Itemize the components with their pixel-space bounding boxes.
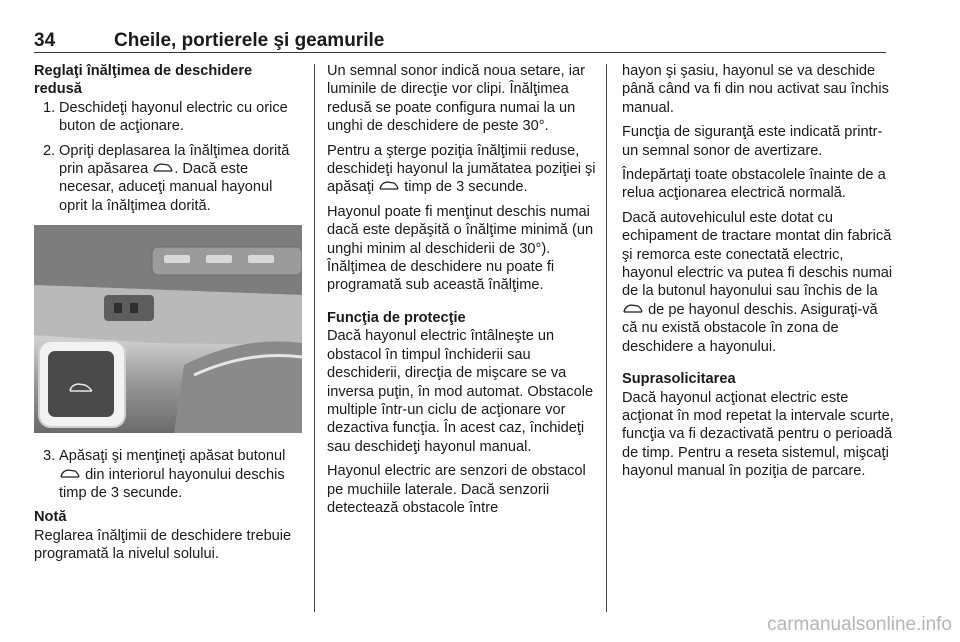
header-rule — [34, 52, 886, 53]
text-before: Pentru a şterge poziţia înălţimii reduse, deschideţi hayonul la jumătatea poziţiei şi apăsaţi — [327, 142, 596, 196]
tailgate-icon — [378, 180, 400, 192]
step-text-after: . Dacă este necesar, aduceţi manual hayonul oprit la înălţimea dorită. — [59, 161, 273, 214]
note-heading: Notă — [34, 509, 67, 526]
steps-list-b — [34, 447, 302, 502]
tailgate-illustration — [34, 225, 302, 433]
step-text-before: Apăsaţi şi menţineţi apăsat butonul — [59, 448, 286, 465]
column-3 — [622, 62, 894, 487]
paragraph-reset-height — [327, 142, 599, 197]
watermark: carmanualsonline.info — [767, 614, 952, 635]
column-divider — [314, 64, 315, 612]
text-after: timp de 3 secunde. — [404, 179, 528, 196]
column-1 — [34, 62, 302, 570]
paragraph-towing — [622, 209, 894, 356]
step-text-before: Opriţi deplasarea la înălţimea dorită prin apăsarea — [59, 142, 290, 178]
page-header — [34, 30, 886, 52]
paragraph: Dacă hayonul electric întâlneşte un obstacol în timpul închiderii sau deschiderii, direcţia de mişcare se va inversa puţin, în mod automat. Obstacole multiple într-un ciclu de acţionare vor dezactiva funcţia. În acest caz, închideţi sau deschideţi hayonul manual. — [327, 328, 594, 455]
step-1 — [34, 99, 302, 136]
tailgate-icon — [59, 468, 81, 480]
paragraph: Dacă hayonul acţionat electric este acţionat în mod repetat la intervale scurte, funcţia va fi dezactivată pentru o perioadă de timp. Pentru a reseta sistemul, mişcaţi hayonul manual în poziţia de parcare. — [622, 389, 894, 480]
chapter-title: Cheile, portierele şi geamurile — [114, 30, 385, 51]
column-divider — [606, 64, 607, 612]
tailgate-icon — [622, 303, 644, 315]
note-text: Reglarea înălţimii de deschidere trebuie programată la nivelul solului. — [34, 527, 292, 563]
paragraph: Hayonul electric are senzori de obstacol pe muchiile laterale. Dacă senzorii detectează obstacole între — [327, 463, 586, 516]
page-number: 34 — [34, 30, 56, 51]
column-2 — [327, 62, 599, 523]
tailgate-photo-svg — [34, 225, 302, 433]
overload-heading: Suprasolicitarea — [622, 371, 736, 388]
step-number: 1. — [43, 99, 56, 116]
text-after: de pe hayonul deschis. Asiguraţi-vă că nu există obstacole în zona de deschidere a hayonului. — [622, 301, 878, 355]
step-2 — [34, 142, 302, 216]
section-heading-reduced-height: Reglaţi înălţimea de deschidere redusă — [34, 63, 253, 98]
paragraph: Funcţia de siguranţă este indicată printr-un semnal sonor de avertizare. — [622, 124, 883, 159]
paragraph: Hayonul poate fi menţinut deschis numai dacă este depăşită o înălţime minimă (un unghi minim al deschiderii de 30°). Înălţimea de deschidere nu poate fi programată sub această înălţime. — [327, 203, 594, 294]
step-3 — [34, 447, 302, 502]
paragraph: hayon şi şasiu, hayonul se va deschide până când va fi din nou activat sau închis manual. — [622, 63, 889, 116]
step-text: Deschideţi hayonul electric cu orice buton de acţionare. — [59, 99, 288, 135]
protection-heading: Funcţia de protecţie — [327, 309, 466, 326]
step-number: 3. — [43, 448, 56, 465]
tailgate-icon — [152, 162, 174, 174]
step-number: 2. — [43, 142, 56, 159]
text-before: Dacă autovehiculul este dotat cu echipament de tractare montat din fabrică şi remorca este conectată electric, hayonul electric va putea fi deschis numai de la butonul hayonului sau închis de la — [622, 209, 893, 300]
paragraph: Un semnal sonor indică noua setare, iar luminile de direcţie vor clipi. Înălţimea redusă se poate configura numai la un unghi de deschidere de peste 30°. — [327, 63, 585, 135]
paragraph: Îndepărtaţi toate obstacolele înainte de a relua acţionarea electrică normală. — [622, 167, 886, 202]
steps-list-a — [34, 99, 302, 215]
step-text-after: din interiorul hayonului deschis timp de 3 secunde. — [59, 466, 285, 502]
